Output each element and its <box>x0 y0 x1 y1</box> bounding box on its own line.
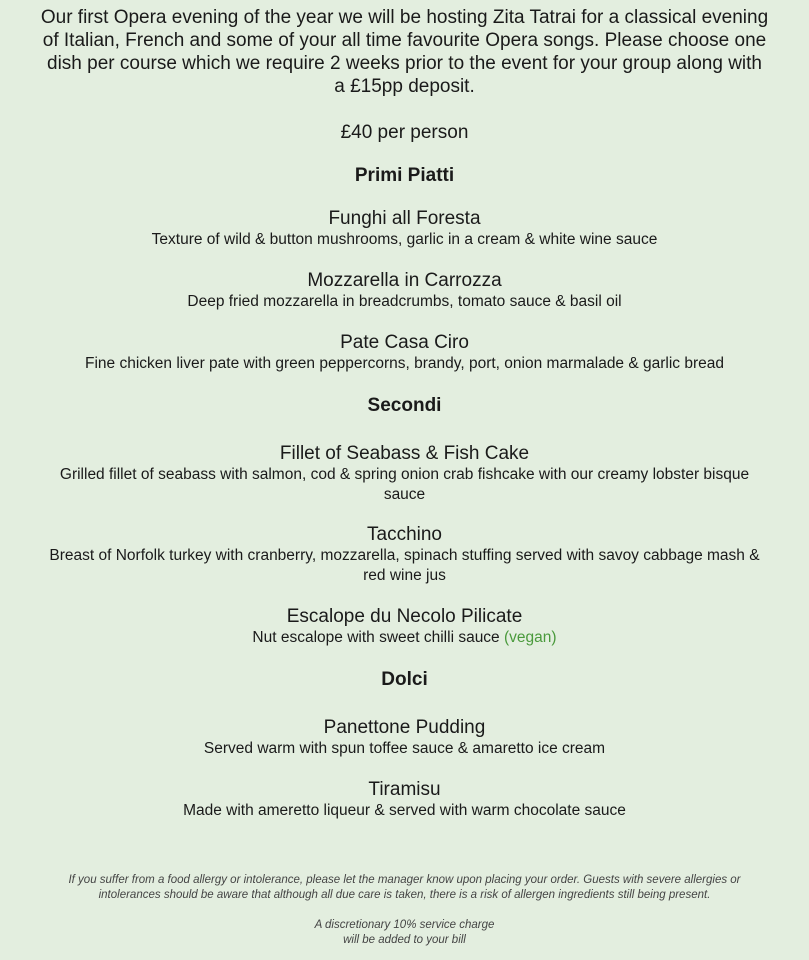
dish-item <box>40 331 769 374</box>
allergy-disclaimer: If you suffer from a food allergy or intolerance, please let the manager know upon placing your order. Guests with severe allergies or intolerances should be aware that although all due care is taken, there is a risk of allergen ingredients still being present. <box>68 874 741 901</box>
dish-item <box>40 207 769 250</box>
intro-text: Our first Opera evening of the year we will be hosting Zita Tatrai for a classical evening of Italian, French and some of your all time favourite Opera songs. Please choose one dish per course which we require 2 weeks prior to the event for your group along with a £15pp deposit. <box>40 7 769 97</box>
dish-name: Pate Casa Ciro <box>340 332 469 353</box>
dish-description: Made with ameretto liqueur & served with warm chocolate sauce <box>183 802 626 819</box>
dish-item <box>40 778 769 821</box>
dish-description: Texture of wild & button mushrooms, garlic in a cream & white wine sauce <box>151 231 658 248</box>
dish-description: Breast of Norfolk turkey with cranberry, mozzarella, spinach stuffing served with savoy cabbage mash & red wine jus <box>49 547 760 584</box>
dish-description-text: Nut escalope with sweet chilli sauce <box>252 629 500 646</box>
service-charge-line: will be added to your bill <box>343 934 466 946</box>
service-charge-note <box>0 918 809 948</box>
dish-name: Mozzarella in Carrozza <box>307 270 502 291</box>
dish-item <box>40 523 769 586</box>
dish-name: Fillet of Seabass & Fish Cake <box>279 443 530 464</box>
dish-item <box>40 716 769 759</box>
dish-description: Grilled fillet of seabass with salmon, cod & spring onion crab fishcake with our creamy lobster bisque sauce <box>59 466 750 503</box>
vegan-tag: (vegan) <box>504 629 557 646</box>
dish-name: Escalope du Necolo Pilicate <box>286 606 523 627</box>
dish-description: Fine chicken liver pate with green peppercorns, brandy, port, onion marmalade & garlic bread <box>85 355 724 372</box>
course-heading-primi: Primi Piatti <box>354 165 455 186</box>
dish-description <box>40 628 769 648</box>
dish-item <box>40 442 769 505</box>
dish-item <box>40 605 769 648</box>
price-per-person: £40 per person <box>340 122 469 143</box>
course-heading-secondi: Secondi <box>367 395 442 416</box>
dish-name: Panettone Pudding <box>323 717 486 738</box>
dish-description: Deep fried mozzarella in breadcrumbs, tomato sauce & basil oil <box>187 293 622 310</box>
service-charge-line: A discretionary 10% service charge <box>314 919 495 931</box>
dish-name: Tiramisu <box>368 779 441 800</box>
course-heading-dolci: Dolci <box>381 669 428 690</box>
dish-name: Tacchino <box>367 524 442 545</box>
dish-item <box>40 269 769 312</box>
dish-name: Funghi all Foresta <box>328 208 481 229</box>
dish-description: Served warm with spun toffee sauce & amaretto ice cream <box>203 740 606 757</box>
